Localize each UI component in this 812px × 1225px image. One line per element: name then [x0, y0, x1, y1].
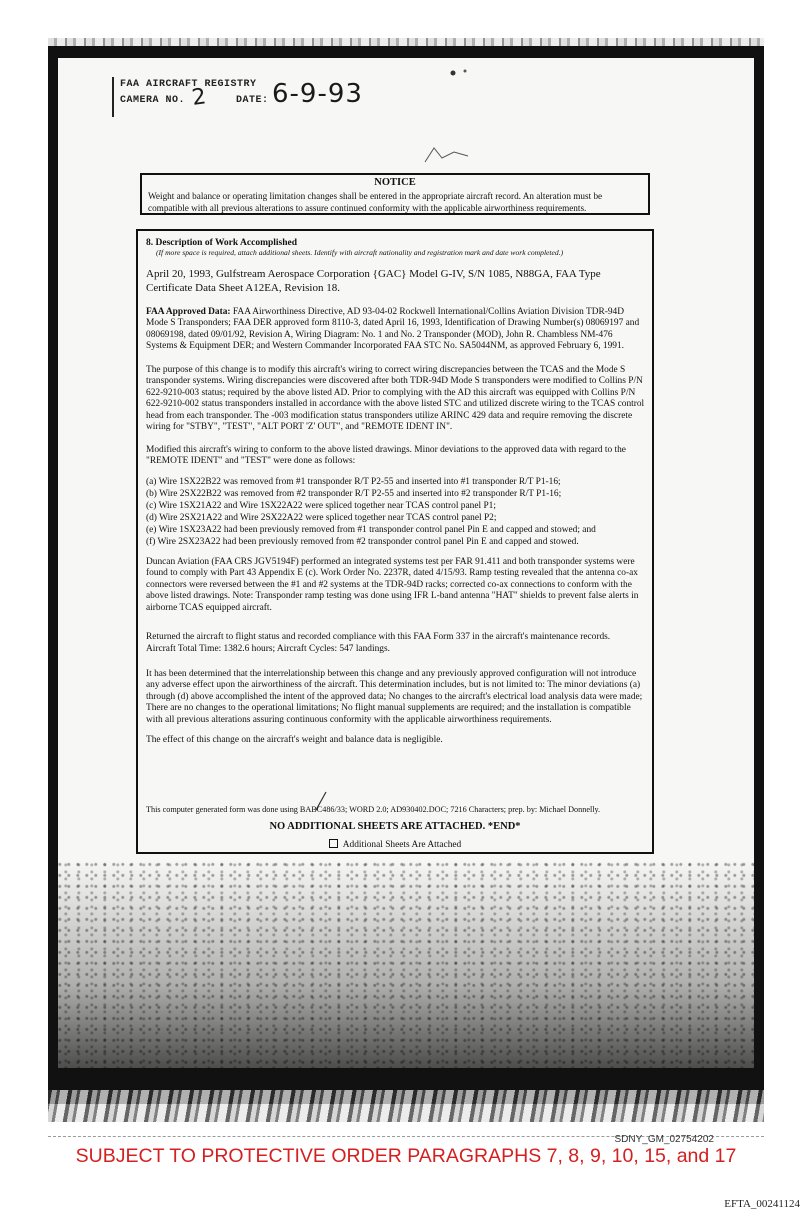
efta-number: EFTA_00241124 — [724, 1198, 800, 1210]
section-note: (If more space is required, attach additional sheets. Identify with aircraft nationality and registration mark and date work completed.) — [156, 248, 564, 257]
bates-number: SDNY_GM_02754202 — [614, 1134, 714, 1145]
approved-data-label: FAA Approved Data: — [146, 307, 231, 317]
list-item: (a) Wire 1SX22B22 was removed from #1 transponder R/T P2-55 and inserted into #1 transponder R/T P1-16; — [146, 477, 561, 487]
attached-sheets-line — [138, 839, 652, 850]
work-description-box — [136, 229, 654, 854]
scan-mark-icon — [420, 140, 480, 170]
protective-order-notice: SUBJECT TO PROTECTIVE ORDER PARAGRAPHS 7, 8, 9, 10, 15, and 17 — [75, 1145, 737, 1167]
list-item: (f) Wire 2SX23A22 had been previously removed from #2 transponder control panel Pin E and capped and stowed. — [146, 537, 579, 547]
purpose-paragraph: The purpose of this change is to modify this aircraft's wiring to correct wiring discrepancies between the TCAS and the Mode S transponder systems. Wiring discrepancies were discovered after both TDR-94D Mode S transponders were modified to Collins P/N 622-9210-003 status; required by the above listed AD. Prior to complying with the AD this aircraft was equipped with Collins P/N 622-9210-002 status transponders installed in accordance with the above listed STC and utilized discrete wiring to the TCAS control head from each transponder. The -003 modification status transponders utilize ARINC 429 data and require removing the discrete wiring for "STBY", "TEST", "ALT PORT 'Z' OUT", and "REMOTE IDENT IN". — [146, 365, 645, 433]
registry-stamp — [112, 77, 363, 117]
attached-checkbox[interactable] — [329, 839, 338, 848]
returned-paragraph: Returned the aircraft to flight status and recorded compliance with this FAA Form 337 in the aircraft's maintenance records. — [146, 632, 611, 642]
stamp-camera-number: 2 — [190, 84, 209, 111]
list-item: (c) Wire 1SX21A22 and Wire 1SX22A22 were spliced together near TCAS control panel P1; — [146, 501, 496, 511]
times-paragraph: Aircraft Total Time: 1382.6 hours; Aircraft Cycles: 547 landings. — [146, 644, 390, 654]
stamp-registry-label: FAA AIRCRAFT REGISTRY — [120, 79, 257, 90]
section-heading: 8. Description of Work Accomplished — [146, 238, 298, 248]
effect-paragraph: The effect of this change on the aircraft's weight and balance data is negligible. — [146, 735, 443, 745]
modified-paragraph: Modified this aircraft's wiring to conform to the above listed drawings. Minor deviations to the approved data with regard to the "REMOTE IDENT" and "TEST" were done as follows: — [146, 445, 626, 467]
determination-paragraph: It has been determined that the interrelationship between this change and any previously approved configuration will not introduce any adverse effect upon the airworthiness of the aircraft. This determination includes, but is not limited to: The minor deviations (a) through (d) above accomplished the intent of the approved data; No changes to the aircraft's electrical load analysis data were made; There are no changes to the operational limitations; No flight manual supplements are required; and the installation is compatible with all previous alterations assuring continuous conformity with the applicable airworthiness requirements. — [146, 669, 643, 725]
stamp-date-value: 6-9-93 — [272, 79, 363, 109]
notice-body: Weight and balance or operating limitation changes shall be entered in the appropriate aircraft record. An alteration must be compatible with all previous alterations to assure continued conformity with the applicable airworthiness requirements. — [148, 191, 603, 213]
approved-data-paragraph — [146, 307, 646, 353]
intro-paragraph: April 20, 1993, Gulfstream Aerospace Corporation {GAC} Model G-IV, S/N 1085, N88GA, FAA Type Certificate Data Sheet A12EA, Revision 18. — [146, 268, 601, 294]
attached-label: Additional Sheets Are Attached — [342, 840, 462, 850]
notice-box — [140, 173, 650, 215]
computer-note: This computer generated form was done using BABC486/33; WORD 2.0; AD930402.DOC; 7216 Characters; prep. by: Michael Donnelly. — [146, 805, 601, 814]
scan-dot-icon — [445, 65, 475, 85]
notice-title: NOTICE — [374, 177, 416, 188]
duncan-paragraph: Duncan Aviation (FAA CRS JGV5194F) performed an integrated systems test per FAR 91.411 and both transponder systems were found to comply with Part 43 Appendix E (c). Work Order No. 2237R, dated 4/15/93. Ramp testing revealed that the antenna co-ax connectors were reversed between the #1 and #2 systems at the TDR-94D racks; corrected co-ax connections to conform with the above listed drawings. Note: Transponder ramp testing was done using IFR L-band antenna "HAT" shields to prevent false alerts in airborne TCAS equipped aircraft. — [146, 557, 639, 613]
list-item: (d) Wire 2SX21A22 and Wire 2SX22A22 were spliced together near TCAS control panel P2; — [146, 513, 497, 523]
approved-data-text: FAA Airworthiness Directive, AD 93-04-02 Rockwell International/Collins Aviation Division TDR-94D Mode S Transponders; FAA DER approved form 8110-3, dated April 16, 1993, Identification of Drawing Number(s) 08069197 and 08069198, dated 09/01/92, Revision A, Wiring Diagram: No. 1 and No. 2 Transponder (MOD), John R. Chambless NM-476 Systems & Equipment DER; and Western Commander Incorporated FAA STC No. SA5044NM, as approved February 6, 1991. — [146, 307, 640, 352]
scan-bottom-edge — [48, 1090, 764, 1122]
list-item: (e) Wire 1SX23A22 had been previously removed from #1 transponder control panel Pin E and capped and stowed; and — [146, 525, 596, 535]
stamp-date-label: DATE: — [236, 95, 269, 106]
list-item: (b) Wire 2SX22B22 was removed from #2 transponder R/T P2-55 and inserted into #2 transponder R/T P1-16; — [146, 489, 562, 499]
scan-noise — [58, 860, 754, 1068]
no-sheets-line: NO ADDITIONAL SHEETS ARE ATTACHED. *END* — [269, 821, 521, 832]
stamp-camera-label: CAMERA NO. — [120, 95, 186, 106]
